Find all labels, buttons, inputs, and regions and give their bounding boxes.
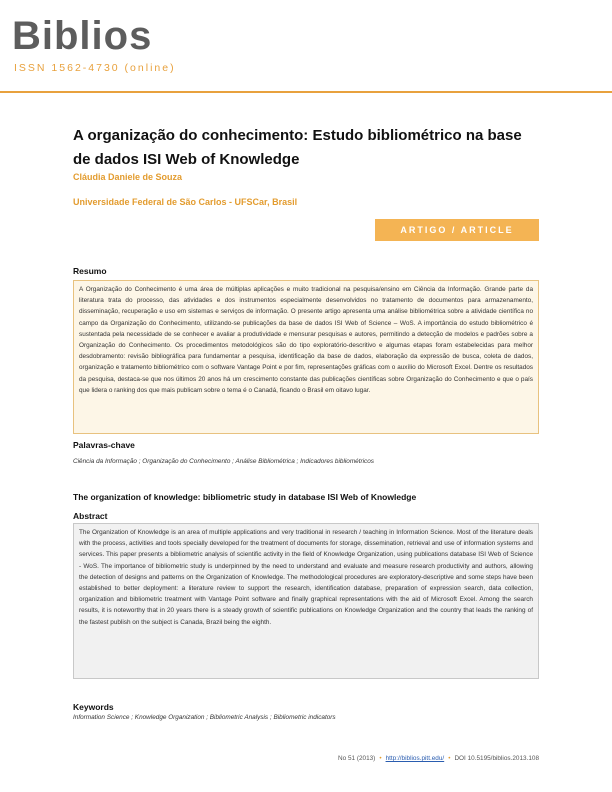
issn-label: ISSN 1562-4730 (online) — [14, 62, 176, 74]
header-divider — [0, 91, 612, 93]
footer-separator: • — [379, 755, 382, 762]
palavras-chave-heading: Palavras-chave — [73, 440, 135, 450]
resumo-heading: Resumo — [73, 266, 107, 276]
resumo-box: A Organização do Conhecimento é uma área de múltiplas aplicações e muito tradicional na pesquisa/ensino em Ciência da Informação. Grande parte da literatura trata do processo, das atividades e dos instrumentos especialmente desenvolvidos no tratamento de documentos para armazenamento, disseminação, recuperação e uso em sistemas e serviços de informação. O presente artigo apresenta uma análise bibliométrica sobre a atividade científica no campo da Organização do Conhecimento, utilizando-se publicações da base de dados ISI Web of Science – WoS. A importância do estudo bibliométrico é sustentada pela necessidade de se conhecer e avaliar a produtividade e mensurar pesquisas e autores, permitindo a detecção de modelos e padrões sobre a Organização do Conhecimento. Os procedimentos metodológicos são do tipo exploratório-descritivo e algumas etapas foram estabelecidas para melhor desdobramento: revisão bibliográfica para fundamentar a pesquisa, identificação da base de dados, elaboração da expressão de busca, coleta de dados, organização e tratamento bibliométrico com o software Vantage Point e por fim, representações gráficas com o auxílio do Microsoft Excel. Dentre os resultados da pesquisa, destaca-se que nos últimos 20 anos há um crescimento constante das publicações científicas sobre Organização do Conhecimento e que o país que lidera o ranking dos que mais publicam sobre o tema é o Canadá, ficando o Brasil em oitavo lugar. — [73, 280, 539, 434]
palavras-chave-list: Ciência da Informação ; Organização do Conhecimento ; Análise Bibliométrica ; Indicadores bibliométricos — [73, 458, 374, 465]
keywords-list: Information Science ; Knowledge Organization ; Bibliometric Analysis ; Bibliometric indicators — [73, 714, 336, 721]
doi-label: DOI 10.5195/biblios.2013.108 — [454, 755, 539, 762]
journal-logo: Biblios — [12, 14, 153, 58]
english-title: The organization of knowledge: bibliometric study in database ISI Web of Knowledge — [73, 492, 417, 502]
journal-link[interactable]: http://biblios.pitt.edu/ — [385, 755, 445, 762]
abstract-box: The Organization of Knowledge is an area of multiple applications and very traditional in research / teaching in Information Science. Most of the literature deals with the process, activities and tools specially developed for the treatment of documents for storage, dissemination, retrieval and use of information systems and services. This paper presents a bibliometric analysis of scientific activity in the field of Knowledge Organization, using publications database ISI Web of Science - WoS. The importance of bibliometric study is underpinned by the need to understand and evaluate and measure research productivity and authors, allowing the detection of designs and patterns on the Organization of Knowledge. The methodological procedures are exploratory-descriptive and some steps have been established to better deployment: a literature review to support the research, identification database, preparation of expression search, data collection, organization and bibliometric treatment with Vantage Point software and finally graphical representations with the aid of Microsoft Excel. Among the search results, it is noteworthy that in 20 years there is a steady growth of scientific publications on Knowledge Organization and the country that leads the ranking of the fastest publish on the subject is Canada, Brazil being the eighth. — [73, 523, 539, 679]
article-type-label: ARTIGO / ARTICLE — [400, 225, 514, 235]
footer-separator: • — [448, 755, 451, 762]
article-affiliation: Universidade Federal de São Carlos - UFSCar, Brasil — [73, 197, 298, 207]
abstract-heading: Abstract — [73, 511, 108, 521]
page-footer — [338, 755, 539, 762]
article-title: A organização do conhecimento: Estudo bibliométrico na base de dados ISI Web of Knowledge — [73, 127, 522, 168]
keywords-heading: Keywords — [73, 702, 114, 712]
issue-number: No 51 (2013) — [338, 755, 376, 762]
journal-header — [0, 0, 612, 92]
article-type-banner — [375, 219, 539, 241]
article-author: Cláudia Daniele de Souza — [73, 172, 183, 182]
